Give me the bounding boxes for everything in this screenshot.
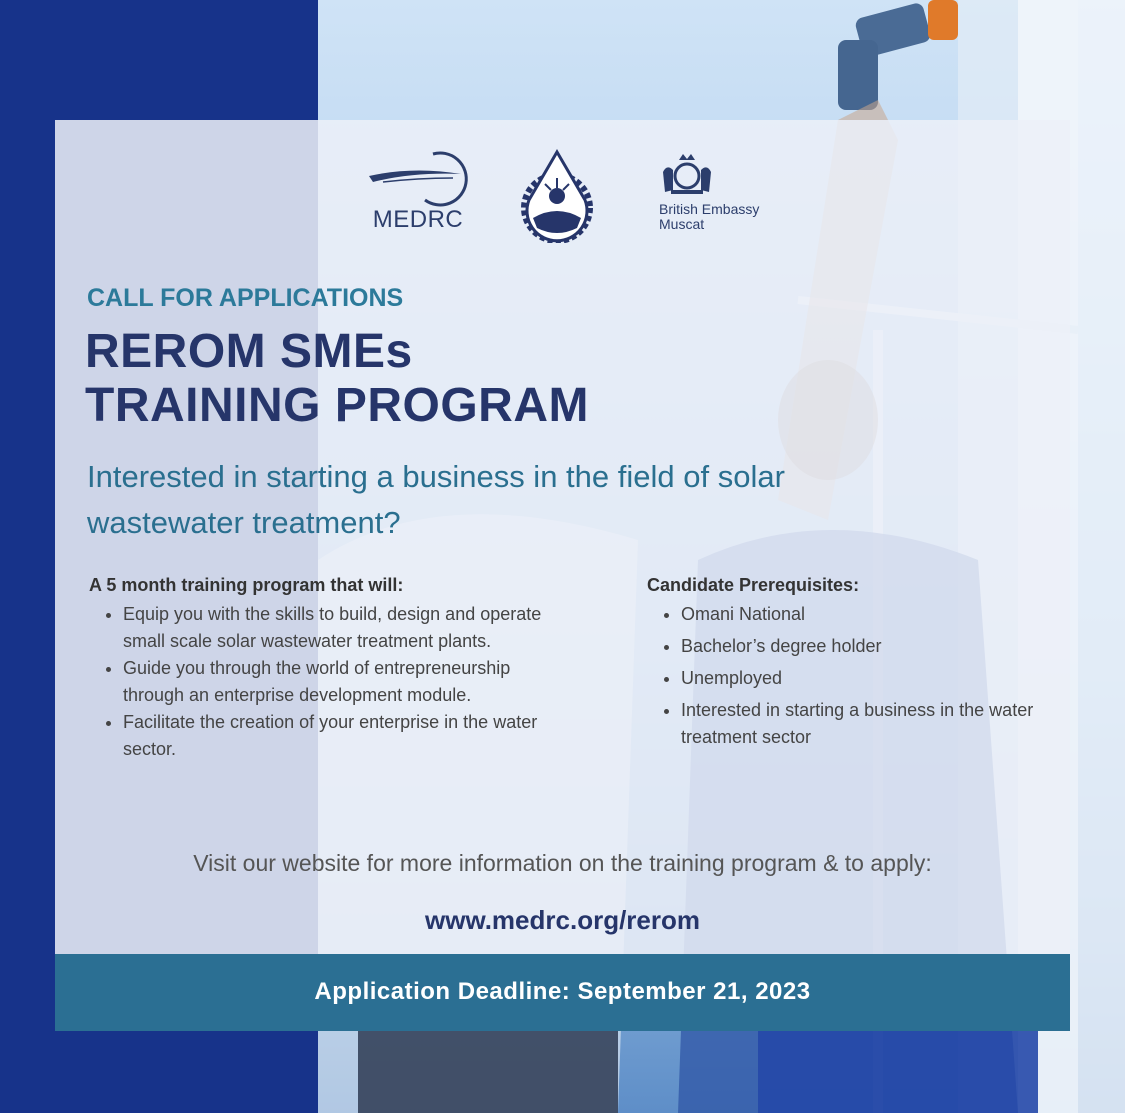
medrc-swoosh-icon bbox=[363, 148, 473, 208]
call-for-applications: CALL FOR APPLICATIONS bbox=[87, 284, 404, 312]
prerequisites-list bbox=[647, 601, 1047, 751]
list-item: • Omani National bbox=[681, 601, 1047, 628]
visit-website-text: Visit our website for more information on the training program & to apply: bbox=[193, 850, 932, 876]
rerom-logo bbox=[515, 148, 599, 243]
medrc-logo bbox=[363, 148, 473, 238]
program-title-line2: TRAINING PROGRAM bbox=[85, 379, 589, 432]
medrc-logo-text: MEDRC bbox=[372, 206, 464, 233]
website-link[interactable]: www.medrc.org/rerom bbox=[425, 905, 700, 935]
embassy-line1: British Embassy bbox=[659, 201, 760, 217]
embassy-logo-text bbox=[659, 202, 759, 232]
program-details-heading: A 5 month training program that will: bbox=[89, 575, 404, 595]
list-item: • Facilitate the creation of your enterprise in the water sector. bbox=[123, 709, 559, 763]
rerom-drop-gear-icon bbox=[515, 148, 599, 243]
list-item: • Guide you through the world of entrepreneurship through an enterprise development module. bbox=[123, 655, 559, 709]
british-embassy-logo bbox=[655, 152, 815, 242]
list-item: • Interested in starting a business in the water treatment sector bbox=[681, 697, 1047, 751]
prerequisites-heading: Candidate Prerequisites: bbox=[647, 575, 860, 595]
embassy-line2: Muscat bbox=[659, 216, 705, 232]
program-title bbox=[85, 325, 589, 433]
list-item: • Unemployed bbox=[681, 665, 1047, 692]
info-card bbox=[55, 120, 1070, 1030]
program-details bbox=[89, 572, 559, 763]
candidate-prerequisites bbox=[647, 572, 1047, 756]
royal-crest-icon bbox=[657, 152, 717, 196]
logo-row bbox=[55, 148, 1070, 248]
program-subtitle: Interested in starting a business in the field of solar wastewater treatment? bbox=[87, 459, 785, 540]
program-title-line1: REROM SMEs bbox=[85, 325, 413, 378]
program-details-list bbox=[89, 601, 559, 763]
list-item: • Equip you with the skills to build, design and operate small scale solar wastewater treatment plants. bbox=[123, 601, 559, 655]
deadline-banner bbox=[55, 954, 1070, 1031]
deadline-text: Application Deadline: September 21, 2023 bbox=[314, 978, 811, 1005]
list-item: • Bachelor’s degree holder bbox=[681, 633, 1047, 660]
